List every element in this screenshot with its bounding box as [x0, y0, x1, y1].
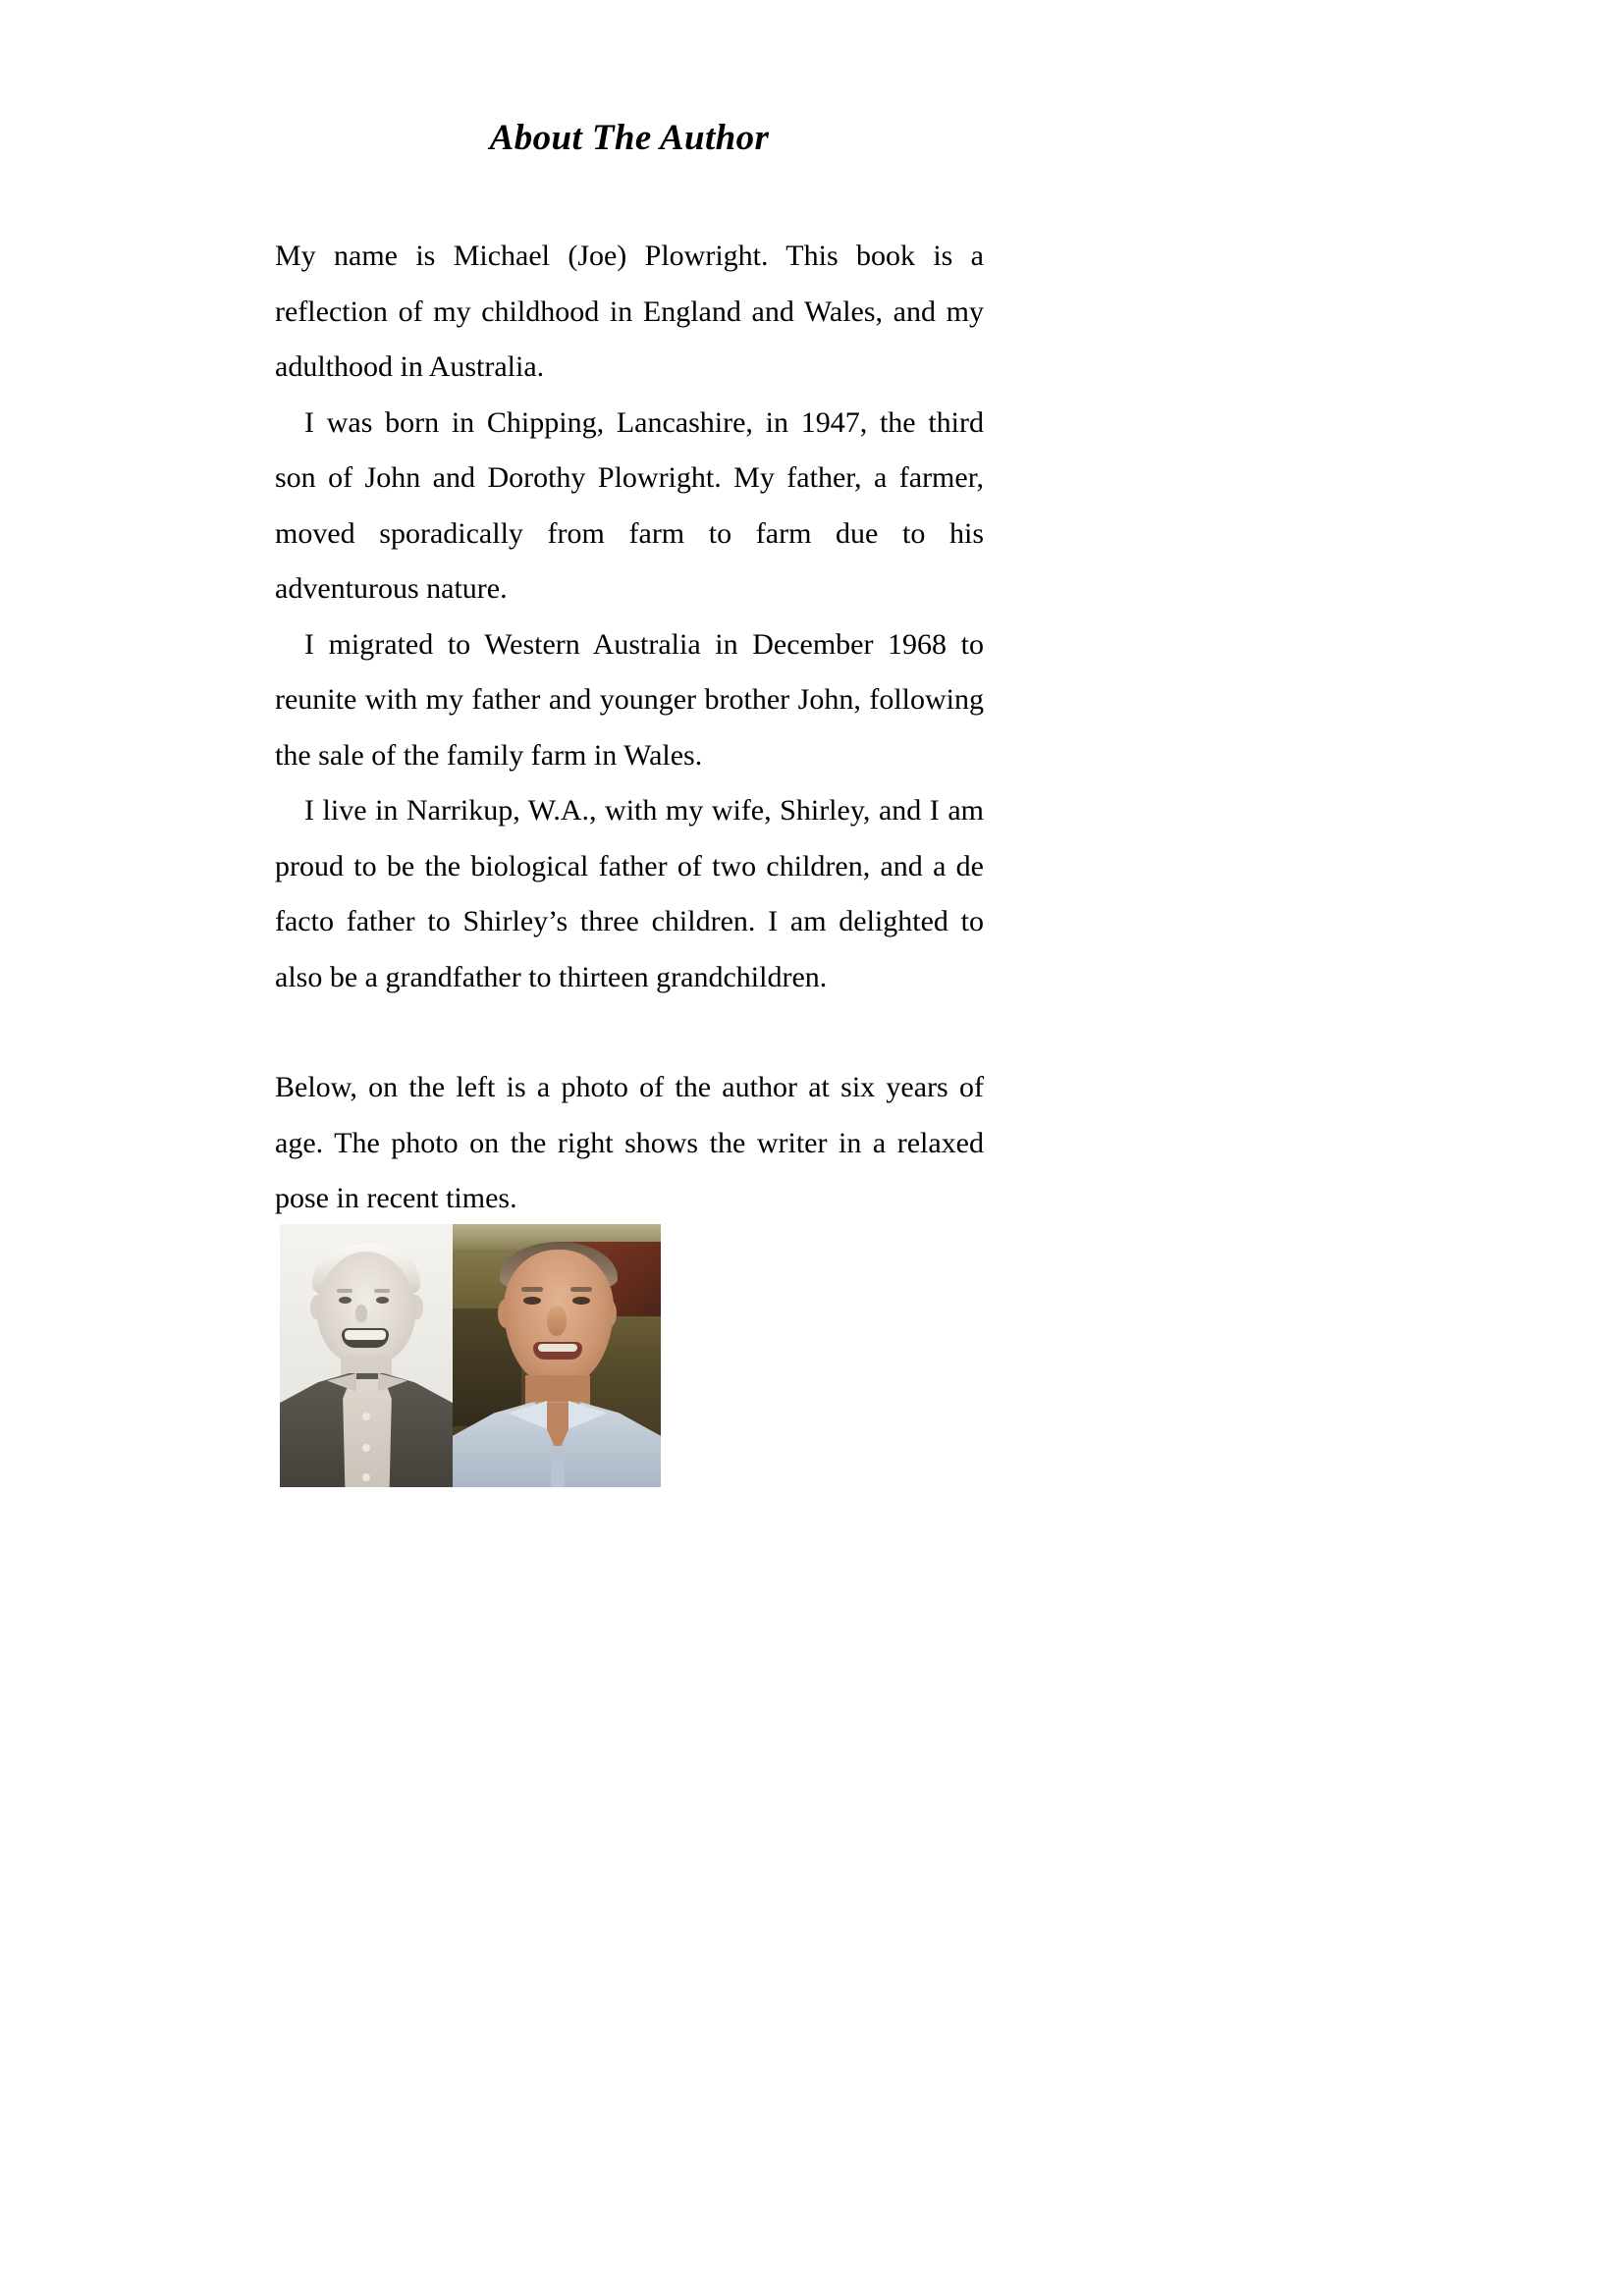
child-eyebrow-right — [374, 1289, 390, 1293]
adult-eye-left — [523, 1297, 541, 1305]
adult-shirt-placket — [551, 1446, 565, 1487]
child-nose — [355, 1305, 367, 1322]
child-teeth — [345, 1330, 386, 1340]
paragraph-photo-caption: Below, on the left is a photo of the author at six years of age. The photo on the right shows the writer in a relaxed pose in recent times. — [275, 1071, 984, 1214]
page-title: About The Author — [489, 118, 770, 158]
adult-eye-right — [572, 1297, 590, 1305]
child-shirt-button — [362, 1413, 370, 1420]
adult-eyebrow-left — [521, 1287, 543, 1292]
child-shirt-button — [362, 1473, 370, 1481]
child-shirt-button — [362, 1444, 370, 1452]
adult-nose — [547, 1307, 567, 1336]
child-mouth — [342, 1328, 389, 1348]
child-eye-right — [376, 1297, 389, 1304]
adult-eyebrow-right — [570, 1287, 592, 1292]
body-text-column — [275, 229, 984, 1227]
author-as-child-photo — [280, 1224, 453, 1487]
paragraph-migration: I migrated to Western Australia in December 1968 to reunite with my father and younger brother John, following the sale of the family farm in Wales. — [275, 627, 984, 772]
child-eyebrow-left — [337, 1289, 352, 1293]
adult-mouth — [533, 1342, 582, 1360]
paragraph-spacer — [275, 1005, 984, 1060]
paragraph-birth: I was born in Chipping, Lancashire, in 1947, the third son of John and Dorothy Plowright. My father, a farmer, moved sporadically from farm to farm due to his adventurous nature. — [275, 405, 984, 605]
paragraph-intro: My name is Michael (Joe) Plowright. This book is a reflection of my childhood in England and Wales, and my adulthood in Australia. — [275, 240, 984, 383]
child-shirt — [341, 1379, 394, 1487]
paragraph-family: I live in Narrikup, W.A., with my wife, Shirley, and I am proud to be the biological father of two children, and a de facto father to Shirley’s three children. I am delighted to also be a grandfather to thirteen grandchildren. — [275, 794, 984, 993]
child-eye-left — [339, 1297, 352, 1304]
author-photo-row — [280, 1224, 989, 1487]
author-recent-photo — [453, 1224, 661, 1487]
adult-teeth — [538, 1344, 577, 1352]
